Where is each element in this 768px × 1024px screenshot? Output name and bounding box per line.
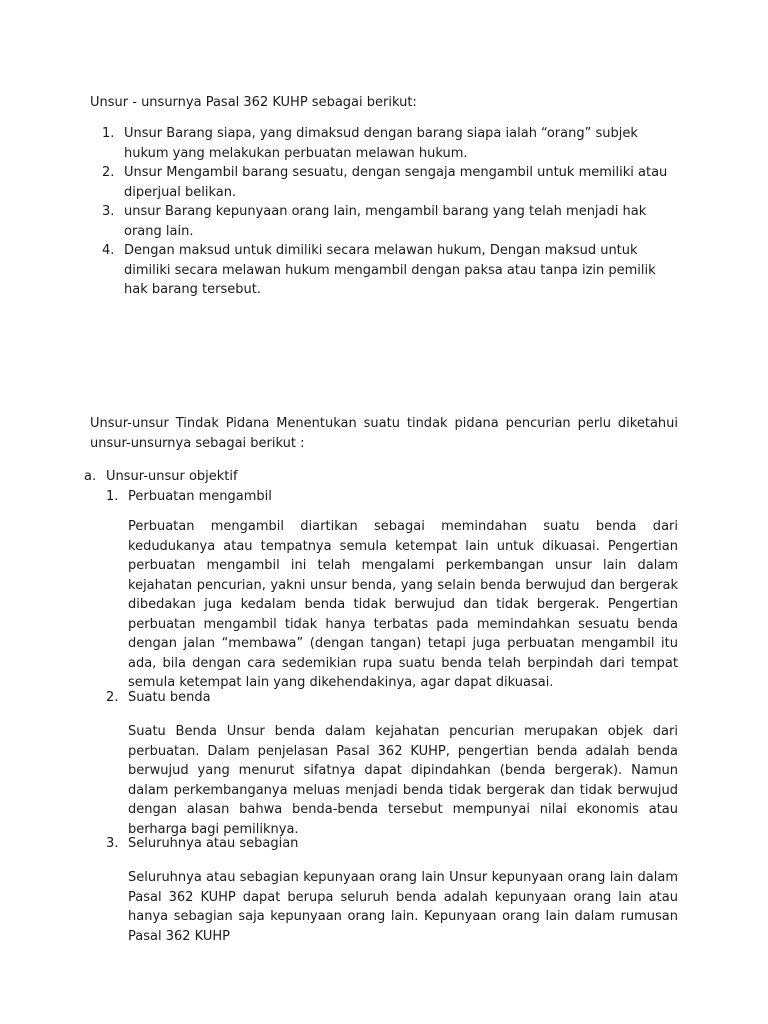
subsection-title: Suatu benda <box>128 690 211 705</box>
list-item-number: 2. <box>102 165 115 180</box>
list-item-number: 4. <box>102 243 115 258</box>
list-item <box>90 241 680 300</box>
subsection-body-suatu-benda: Suatu Benda Unsur benda dalam kejahatan pencurian merupakan objek dari perbuatan. Dalam penjelasan Pasal 362 KUHP, pengertian benda adalah benda berwujud yang menurut sifatnya dapat dipindahkan (benda bergerak). Namun dalam perkembanganya meluas menjadi benda tidak bergerak dan tidak berwujud dengan alasan bahwa benda-benda tersebut mempunyai nilai ekonomis atau berharga bagi pemiliknya. <box>128 724 678 837</box>
unsur-pasal-list <box>90 124 680 300</box>
list-item-number: 3. <box>102 204 115 219</box>
list-item <box>90 124 680 163</box>
list-item-number: 1. <box>102 126 115 141</box>
subsection-body-seluruhnya-atau-sebagian: Seluruhnya atau sebagian kepunyaan orang lain Unsur kepunyaan orang lain dalam Pasal 362 KUHP dapat berupa seluruh benda adalah kepunyaan orang lain atau hanya sebagian saja kepunyaan orang lain. Kepunyaan orang lain dalam rumusan Pasal 362 KUHP <box>128 870 678 944</box>
subsection-number: 3. <box>106 836 119 851</box>
subsection-title: Perbuatan mengambil <box>128 489 272 504</box>
list-item-text: Unsur Mengambil barang sesuatu, dengan sengaja mengambil untuk memiliki atau diperjual belikan. <box>124 165 668 200</box>
list-item-text: Unsur Barang siapa, yang dimaksud dengan barang siapa ialah “orang” subjek hukum yang melakukan perbuatan melawan hukum. <box>124 126 638 161</box>
intro-paragraph-pasal-362: Unsur - unsurnya Pasal 362 KUHP sebagai berikut: <box>90 95 417 110</box>
subsection-number: 2. <box>106 690 119 705</box>
list-item <box>90 163 680 202</box>
list-item-text: Dengan maksud untuk dimiliki secara melawan hukum, Dengan maksud untuk dimiliki secara melawan hukum mengambil dengan paksa atau tanpa izin pemilik hak barang tersebut. <box>124 243 656 297</box>
intro-paragraph-tindak-pidana: Unsur-unsur Tindak Pidana Menentukan suatu tindak pidana pencurian perlu diketahui unsur-unsurnya sebagai berikut : <box>90 416 678 451</box>
subsection-number: 1. <box>106 489 119 504</box>
subsection-title: Seluruhnya atau sebagian <box>128 836 299 851</box>
subsection-body-perbuatan-mengambil: Perbuatan mengambil diartikan sebagai memindahan suatu benda dari kedudukanya atau tempatnya semula ketempat lain untuk dikuasai. Pengertian perbuatan mengambil ini telah mengalami perkembangan unsur lain dalam kejahatan pencurian, yakni unsur benda, yang selain benda berwujud dan bergerak dibedakan juga kedalam benda tidak berwujud dan tidak bergerak. Pengertian perbuatan mengambil tidak hanya terbatas pada memindahkan sesuatu benda dengan jalan “membawa” (dengan tangan) tetapi juga perbuatan mengambil itu ada, bila dengan cara sedemikian rupa suatu benda telah berpindah dari tempat semula ketempat lain yang dikehendakinya, agar dapat dikuasai. <box>128 519 678 690</box>
list-item-text: unsur Barang kepunyaan orang lain, mengambil barang yang telah menjadi hak orang lain. <box>124 204 647 239</box>
section-letter: a. <box>84 469 97 484</box>
section-title: Unsur-unsur objektif <box>106 469 238 484</box>
list-item <box>90 202 680 241</box>
